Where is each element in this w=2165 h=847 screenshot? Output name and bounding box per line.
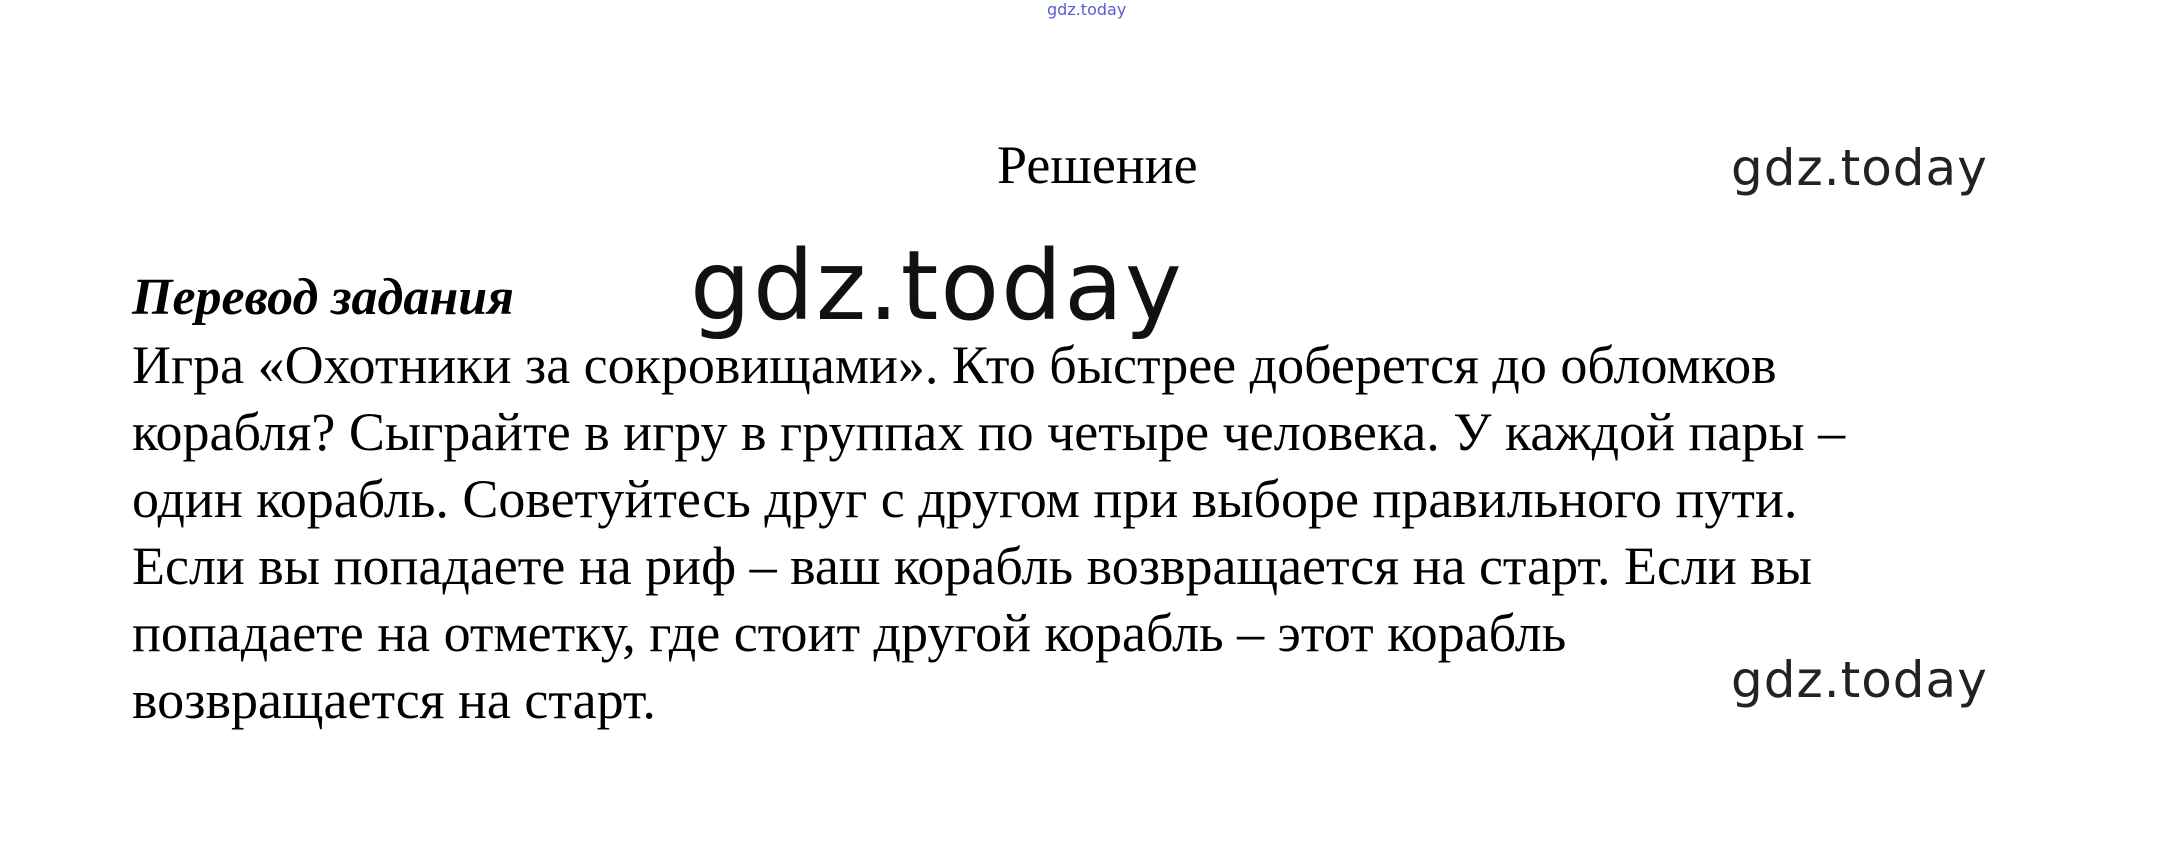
watermark-right-top: gdz.today bbox=[1731, 139, 1988, 197]
solution-title: Решение bbox=[997, 135, 1198, 195]
watermark-right-bottom: gdz.today bbox=[1731, 651, 1988, 709]
paragraph-line-5: попадаете на отметку, где стоит другой корабль – этот корабль bbox=[132, 603, 1567, 663]
watermark-center: gdz.today bbox=[690, 230, 1184, 342]
paragraph-line-6: возвращается на старт. bbox=[132, 670, 656, 730]
paragraph-line-4: Если вы попадаете на риф – ваш корабль возвращается на старт. Если вы bbox=[132, 536, 1813, 596]
paragraph-line-2: корабля? Сыграйте в игру в группах по четыре человека. У каждой пары – bbox=[132, 402, 1846, 462]
watermark-top: gdz.today bbox=[1047, 0, 1127, 19]
paragraph-line-3: один корабль. Советуйтесь друг с другом при выборе правильного пути. bbox=[132, 469, 1798, 529]
section-heading: Перевод задания bbox=[132, 269, 514, 326]
paragraph-line-1: Игра «Охотники за сокровищами». Кто быстрее доберется до обломков bbox=[132, 335, 1777, 395]
